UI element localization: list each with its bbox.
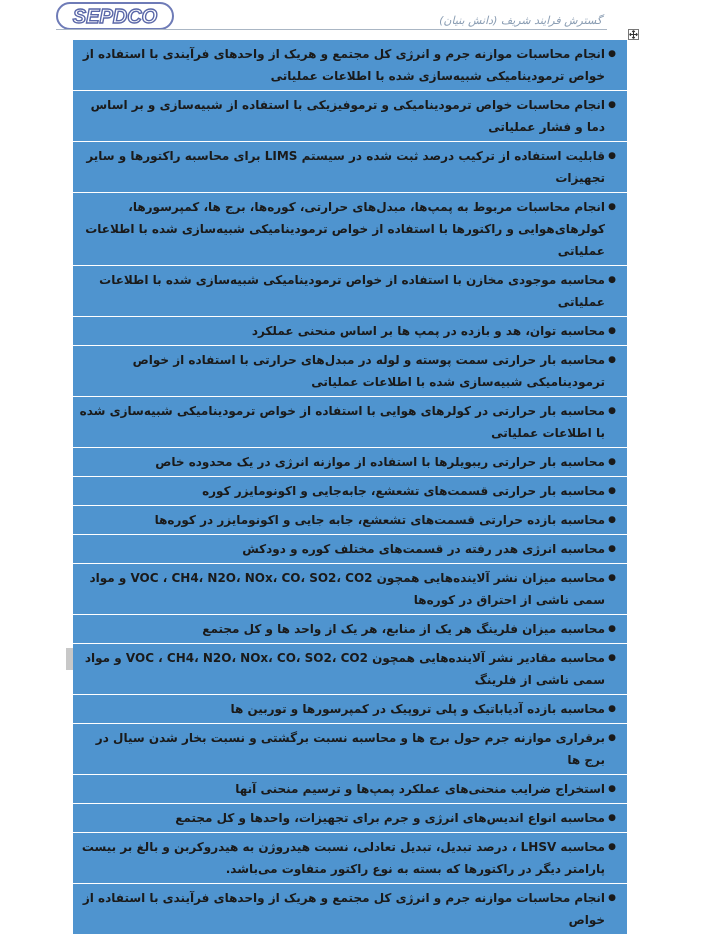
bullet-icon: ● xyxy=(608,406,616,416)
table-row xyxy=(73,775,627,804)
bullet-icon: ● xyxy=(608,704,616,714)
row-text: محاسبه بازده آدیاباتیک و پلی تروپیک در کمپرسورها و توربین ها xyxy=(230,702,605,716)
table-row xyxy=(73,448,627,477)
row-text: محاسبه بار حرارتی در کولرهای هوایی با استفاده از خواص ترمودینامیکی شبیه‌سازی شده با اطلاعات عملیاتی xyxy=(79,404,605,440)
table-row xyxy=(73,884,627,935)
bullet-icon: ● xyxy=(608,326,616,336)
logo-text: SEPDCO xyxy=(72,6,158,28)
table-row xyxy=(73,40,627,91)
row-text: انجام محاسبات خواص ترمودینامیکی و ترموفیزیکی با استفاده از شبیه‌سازی و بر اساس دما و فشار عملیاتی xyxy=(90,98,605,134)
row-text: محاسبه بازده حرارتی قسمت‌های تشعشع، جابه جایی و اکونومایزر در کوره‌ها xyxy=(154,513,605,527)
bullet-icon: ● xyxy=(608,653,616,663)
table-row xyxy=(73,615,627,644)
row-text: محاسبه بار حرارتی ریبویلرها با استفاده از موازنه انرژی در یک محدوده خاص xyxy=(155,455,605,469)
row-text: انجام محاسبات موازنه جرم و انرژی کل مجتمع و هریک از واحدهای فرآیندی با استفاده از خواص xyxy=(82,891,605,927)
table-row xyxy=(73,564,627,615)
row-text: قابلیت استفاده از ترکیب درصد ثبت شده در سیستم LIMS برای محاسبه راکتورها و سایر تجهیزات xyxy=(86,149,605,185)
table-row xyxy=(73,535,627,564)
bullet-icon: ● xyxy=(608,49,616,59)
row-text: محاسبه بار حرارتی قسمت‌های تشعشع، جابه‌جایی و اکونومایزر کوره xyxy=(202,484,605,498)
bullet-icon: ● xyxy=(608,100,616,110)
row-text: انجام محاسبات موازنه جرم و انرژی کل مجتمع و هریک از واحدهای فرآیندی با استفاده از خواص ترمودینامیکی شبیه‌سازی شده با اطلاعات عملیاتی xyxy=(82,47,605,83)
table-row xyxy=(73,142,627,193)
header-divider xyxy=(56,29,607,30)
bullet-icon: ● xyxy=(608,733,616,743)
row-text: محاسبه بار حرارتی سمت پوسته و لوله در مبدل‌های حرارتی با استفاده از خواص ترمودینامیکی شبیه‌سازی شده با اطلاعات عملیاتی xyxy=(132,353,605,389)
header-title: گسترش فرایند شریف (دانش بنیان) xyxy=(439,14,602,27)
bullet-icon: ● xyxy=(608,355,616,365)
bullet-icon: ● xyxy=(608,151,616,161)
row-text: محاسبه مقادیر نشر آلاینده‌هایی همچون VOC ، CH4، N2O، NOx، CO، SO2، CO2 و مواد سمی ناشی از فلرینگ xyxy=(84,651,605,687)
bullet-icon: ● xyxy=(608,544,616,554)
bullet-icon: ● xyxy=(608,202,616,212)
bullet-icon: ● xyxy=(608,813,616,823)
bullet-icon: ● xyxy=(608,486,616,496)
bullet-icon: ● xyxy=(608,457,616,467)
table-row xyxy=(73,397,627,448)
features-table xyxy=(73,40,627,935)
table-row xyxy=(73,724,627,775)
row-text: انجام محاسبات مربوط به پمپ‌ها، مبدل‌های حرارتی، کوره‌ها، برج ها، کمپرسورها، کولرهای‌هوایی و راکتورها با استفاده از خواص ترمودینامیکی شبیه‌سازی شده با اطلاعات عملیاتی xyxy=(85,200,605,258)
table-row xyxy=(73,695,627,724)
selection-marker xyxy=(66,648,73,670)
row-text: محاسبه میزان نشر آلاینده‌هایی همچون VOC ، CH4، N2O، NOx، CO، SO2، CO2 و مواد سمی ناشی از احتراق در کوره‌ها xyxy=(89,571,605,607)
bullet-icon: ● xyxy=(608,842,616,852)
row-text: محاسبه انرژی هدر رفته در قسمت‌های مختلف کوره و دودکش xyxy=(242,542,605,556)
bullet-icon: ● xyxy=(608,784,616,794)
table-row xyxy=(73,266,627,317)
sepdco-logo xyxy=(56,2,174,30)
table-row xyxy=(73,506,627,535)
table-row xyxy=(73,317,627,346)
bullet-icon: ● xyxy=(608,515,616,525)
table-move-handle-icon[interactable] xyxy=(628,29,639,40)
table-row xyxy=(73,91,627,142)
row-text: محاسبه توان، هد و بازده در پمپ ها بر اساس منحنی عملکرد xyxy=(251,324,605,338)
table-row xyxy=(73,477,627,506)
row-text: محاسبه میزان فلرینگ هر یک از منابع، هر یک از واحد ها و کل مجتمع xyxy=(202,622,605,636)
table-row xyxy=(73,346,627,397)
table-row xyxy=(73,193,627,266)
row-text: برقراری موازنه جرم حول برج ها و محاسبه نسبت برگشتی و نسبت بخار شدن سیال در برج ها xyxy=(95,731,605,767)
row-text: استخراج ضرایب منحنی‌های عملکرد پمپ‌ها و ترسیم منحنی آنها xyxy=(235,782,605,796)
bullet-icon: ● xyxy=(608,893,616,903)
row-text: محاسبه انواع اندیس‌های انرژی و جرم برای تجهیزات، واحدها و کل مجتمع xyxy=(175,811,605,825)
row-text: محاسبه موجودی مخازن با استفاده از خواص ترمودینامیکی شبیه‌سازی شده با اطلاعات عملیاتی xyxy=(99,273,605,309)
table-row xyxy=(73,644,627,695)
table-row xyxy=(73,833,627,884)
bullet-icon: ● xyxy=(608,624,616,634)
bullet-icon: ● xyxy=(608,275,616,285)
row-text: محاسبه LHSV ، درصد تبدیل، تبدیل تعادلی، نسبت هیدروژن به هیدروکربن و بالغ بر بیست پارامتر دیگر در راکتورها که بسته به نوع راکتور متفاوت می‌باشد. xyxy=(81,840,605,876)
bullet-icon: ● xyxy=(608,573,616,583)
table-row xyxy=(73,804,627,833)
